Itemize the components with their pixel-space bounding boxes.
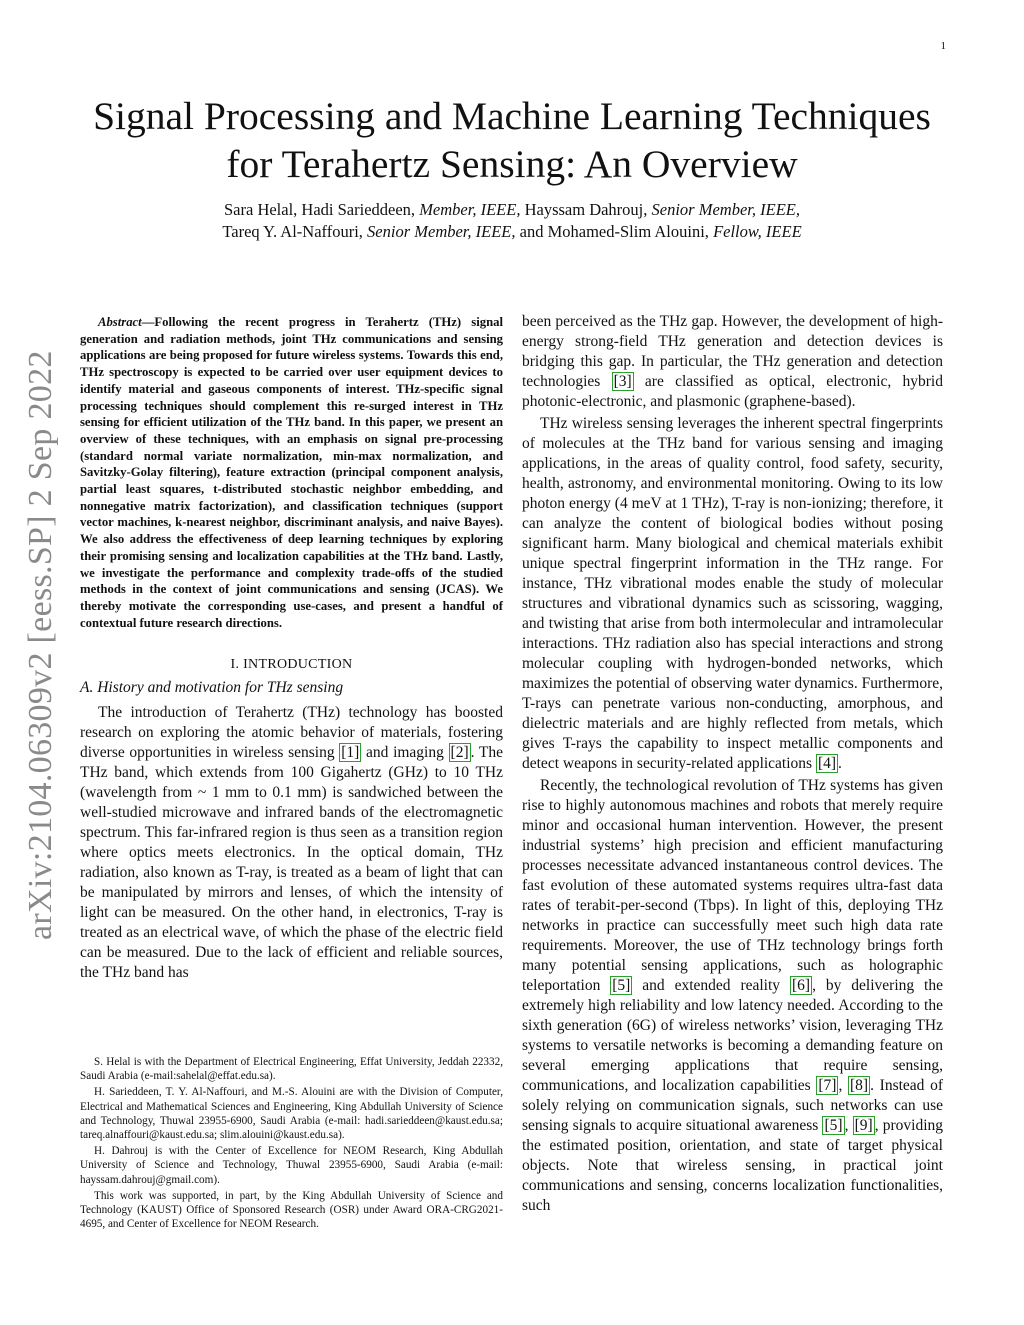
footnotes bbox=[80, 1055, 503, 1233]
citation-link[interactable]: [3] bbox=[613, 373, 632, 390]
footnote: This work was supported, in part, by the King Abdullah University of Science and Technology (KAUST) Office of Sponsored Research (OSR) under Award ORA-CRG2021-4695, and Center of Excellence for NEOM Research. bbox=[80, 1189, 503, 1231]
subsection-heading: A. History and motivation for THz sensing bbox=[80, 679, 344, 697]
intro-paragraph bbox=[80, 703, 503, 983]
author-role: Member, IEEE, bbox=[419, 200, 521, 219]
body-paragraph bbox=[522, 776, 943, 1216]
right-column bbox=[522, 312, 943, 1218]
section-heading: I. INTRODUCTION bbox=[230, 657, 353, 673]
author-name: Sara Helal, Hadi Sarieddeen, bbox=[224, 200, 420, 219]
author-role: Fellow, IEEE bbox=[713, 222, 802, 241]
page-number: 1 bbox=[940, 40, 946, 52]
abstract-label: Abstract bbox=[98, 315, 142, 329]
paragraph-text: . Instead of solely relying on communication signals, such networks can use sensing signals to acquire situational awareness bbox=[522, 1077, 944, 1134]
citation-link[interactable]: [8] bbox=[850, 1077, 869, 1094]
paragraph-text: been perceived as the THz gap. However, the development of high-energy strong-field THz generation and detection devices is bridging this gap. In particular, the THz generation and detection technologies bbox=[522, 313, 943, 390]
paragraph-text: , providing the estimated position, orientation, and state of target physical objects. Note that wireless sensing, in practical joint communications and sensing, concerns localization functionalities, such bbox=[522, 1117, 944, 1214]
citation-link[interactable]: [2] bbox=[450, 744, 469, 762]
abstract bbox=[80, 314, 503, 631]
paragraph-text: . The THz band, which extends from 100 Gigahertz (GHz) to 10 THz (wavelength from ~ 1 mm to 0.1 mm) is sandwiched between the well-studied microwave and infrared bands of the electromagnetic spectrum. This far-infrared region is thus seen as a transition region where optics meets electronics. In the optical domain, THz radiation, also known as T-ray, is treated as a beam of light that can be manipulated by mirrors and lenses, of which the intensity of light can be measured. On the other hand, in electronics, T-ray is treated as an electrical wave, of which the phase of the electric field can be measured. Due to the lack of efficient and reliable sources, the THz band has bbox=[80, 744, 503, 982]
paragraph-text: THz wireless sensing leverages the inherent spectral fingerprints of molecules at the THz band for various sensing and imaging applications, in the areas of quality control, food safety, security, health, astronomy, and environmental monitoring. Owing to its low photon energy (4 meV at 1 THz), T-ray is non-ionizing; therefore, it can analyze the content of biological bodies without posing significant harm. Many biological and chemical materials exhibit unique spectral fingerprint information in the THz range. For instance, THz vibrational modes enable the study of molecular structures and vibrational dynamics such as scissoring, wagging, and twisting that arise from both intermolecular and intramolecular interactions. THz radiation also has special interactions and strong molecular coupling with hydrogen-bonded networks, which maximizes the potential of observing water dynamics. Furthermore, T-rays can penetrate various non-conducting, amorphous, and dielectric materials and are highly reflected from metals, which gives T-rays the capability to inspect metallic components and detect weapons in security-related applications bbox=[522, 415, 943, 772]
paragraph-text: , bbox=[844, 1117, 853, 1134]
citation-link[interactable]: [9] bbox=[854, 1117, 873, 1134]
author-list bbox=[80, 199, 944, 243]
author-line-1 bbox=[80, 199, 944, 221]
author-line-2 bbox=[80, 221, 944, 243]
left-column bbox=[80, 314, 503, 983]
author-name: Tareq Y. Al-Naffouri, bbox=[222, 222, 368, 241]
author-name: Hayssam Dahrouj, bbox=[520, 200, 652, 219]
citation-link[interactable]: [5] bbox=[612, 977, 631, 994]
paragraph-text: . bbox=[838, 755, 842, 772]
body-paragraph bbox=[522, 312, 943, 412]
body-paragraph bbox=[522, 414, 943, 774]
paragraph-text: Recently, the technological revolution of THz systems has given rise to highly autonomous machines and robots that merely require minor and occasional human intervention. However, the present industrial systems’ high precision and efficient manufacturing processes necessitate advanced instantaneous control devices. The fast evolution of these automated systems requires ultra-fast data rates of terabit-per-second (Tbps). In light of this, deploying THz networks in practice can successfully meet such high data rate requirements. Moreover, the use of THz technology brings forth many potential sensing applications, such as holographic teleportation bbox=[522, 777, 943, 994]
paragraph-text: The introduction of Terahertz (THz) technology has boosted research on exploring the atomic behavior of materials, fostering diverse opportunities in wireless sensing bbox=[80, 704, 503, 762]
paragraph-text: are classified as optical, electronic, hybrid photonic-electronic, and plasmonic (graphene-based). bbox=[522, 373, 943, 410]
citation-link[interactable]: [1] bbox=[341, 744, 360, 762]
paper-title: Signal Processing and Machine Learning Techniques for Terahertz Sensing: An Overview bbox=[93, 94, 931, 186]
author-role: Senior Member, IEEE, bbox=[651, 200, 800, 219]
paragraph-text: and extended reality bbox=[632, 977, 790, 994]
paragraph-text: and imaging bbox=[361, 744, 449, 762]
abstract-text: —Following the recent progress in Terahertz (THz) signal generation and radiation methods, joint THz communications and sensing applications are being proposed for future wireless systems. Towards this end, THz spectroscopy is expected to be carried over user equipment devices to identify material and gaseous components of interest. THz-specific signal processing techniques should complement this re-surged interest in THz sensing for efficient utilization of the THz band. In this paper, we present an overview of these techniques, with an emphasis on signal pre-processing (standard normal variate normalization, min-max normalization, and Savitzky-Golay filtering), feature extraction (principal component analysis, partial least squares, t-distributed stochastic neighbor embedding, and nonnegative matrix factorization), and classification techniques (support vector machines, k-nearest neighbor, discriminant analysis, and naive Bayes). We also address the effectiveness of deep learning techniques by exploring their promising sensing and localization capabilities at the THz band. Lastly, we investigate the performance and complexity trade-offs of the studied methods in the context of joint communications and sensing (JCAS). We thereby motivate the corresponding use-cases, and present a handful of contextual future research directions. bbox=[80, 315, 503, 630]
citation-link[interactable]: [4] bbox=[817, 755, 837, 772]
citation-link[interactable]: [7] bbox=[818, 1077, 837, 1094]
footnote: H. Dahrouj is with the Center of Excellence for NEOM Research, King Abdullah University of Science and Technology, Thuwal 23955-6900, Saudi Arabia (e-mail: hayssam.dahrouj@gmail.com). bbox=[80, 1145, 503, 1186]
paragraph-text: , by delivering the extremely high reliability and low latency needed. According to the sixth generation (6G) of wireless networks’ vision, leveraging THz systems to versatile networks is becoming a demanding feature on several emerging applications that require sensing, communications, and localization capabilities bbox=[522, 977, 943, 1094]
paragraph-text: , bbox=[838, 1077, 849, 1094]
citation-link[interactable]: [5] bbox=[824, 1117, 843, 1134]
footnote: H. Sarieddeen, T. Y. Al-Naffouri, and M.-S. Alouini are with the Division of Computer, Electrical and Mathematical Sciences and Engineering, King Abdullah University of Science and Technology, Thuwal 23955-6900, Saudi Arabia (e-mail: hadi.sarieddeen@kaust.edu.sa; tareq.alnaffouri@kaust.edu.sa; slim.alouini@kaust.edu.sa). bbox=[80, 1086, 503, 1142]
citation-link[interactable]: [6] bbox=[791, 977, 811, 994]
footnote: S. Helal is with the Department of Electrical Engineering, Effat University, Jeddah 22332, Saudi Arabia (e-mail:sahelal@effat.edu.sa). bbox=[80, 1056, 503, 1083]
author-name: and Mohamed-Slim Alouini, bbox=[515, 222, 714, 241]
author-role: Senior Member, IEEE, bbox=[367, 222, 516, 241]
arxiv-stamp: arXiv:2104.06309v2 [eess.SP] 2 Sep 2022 bbox=[22, 350, 59, 940]
